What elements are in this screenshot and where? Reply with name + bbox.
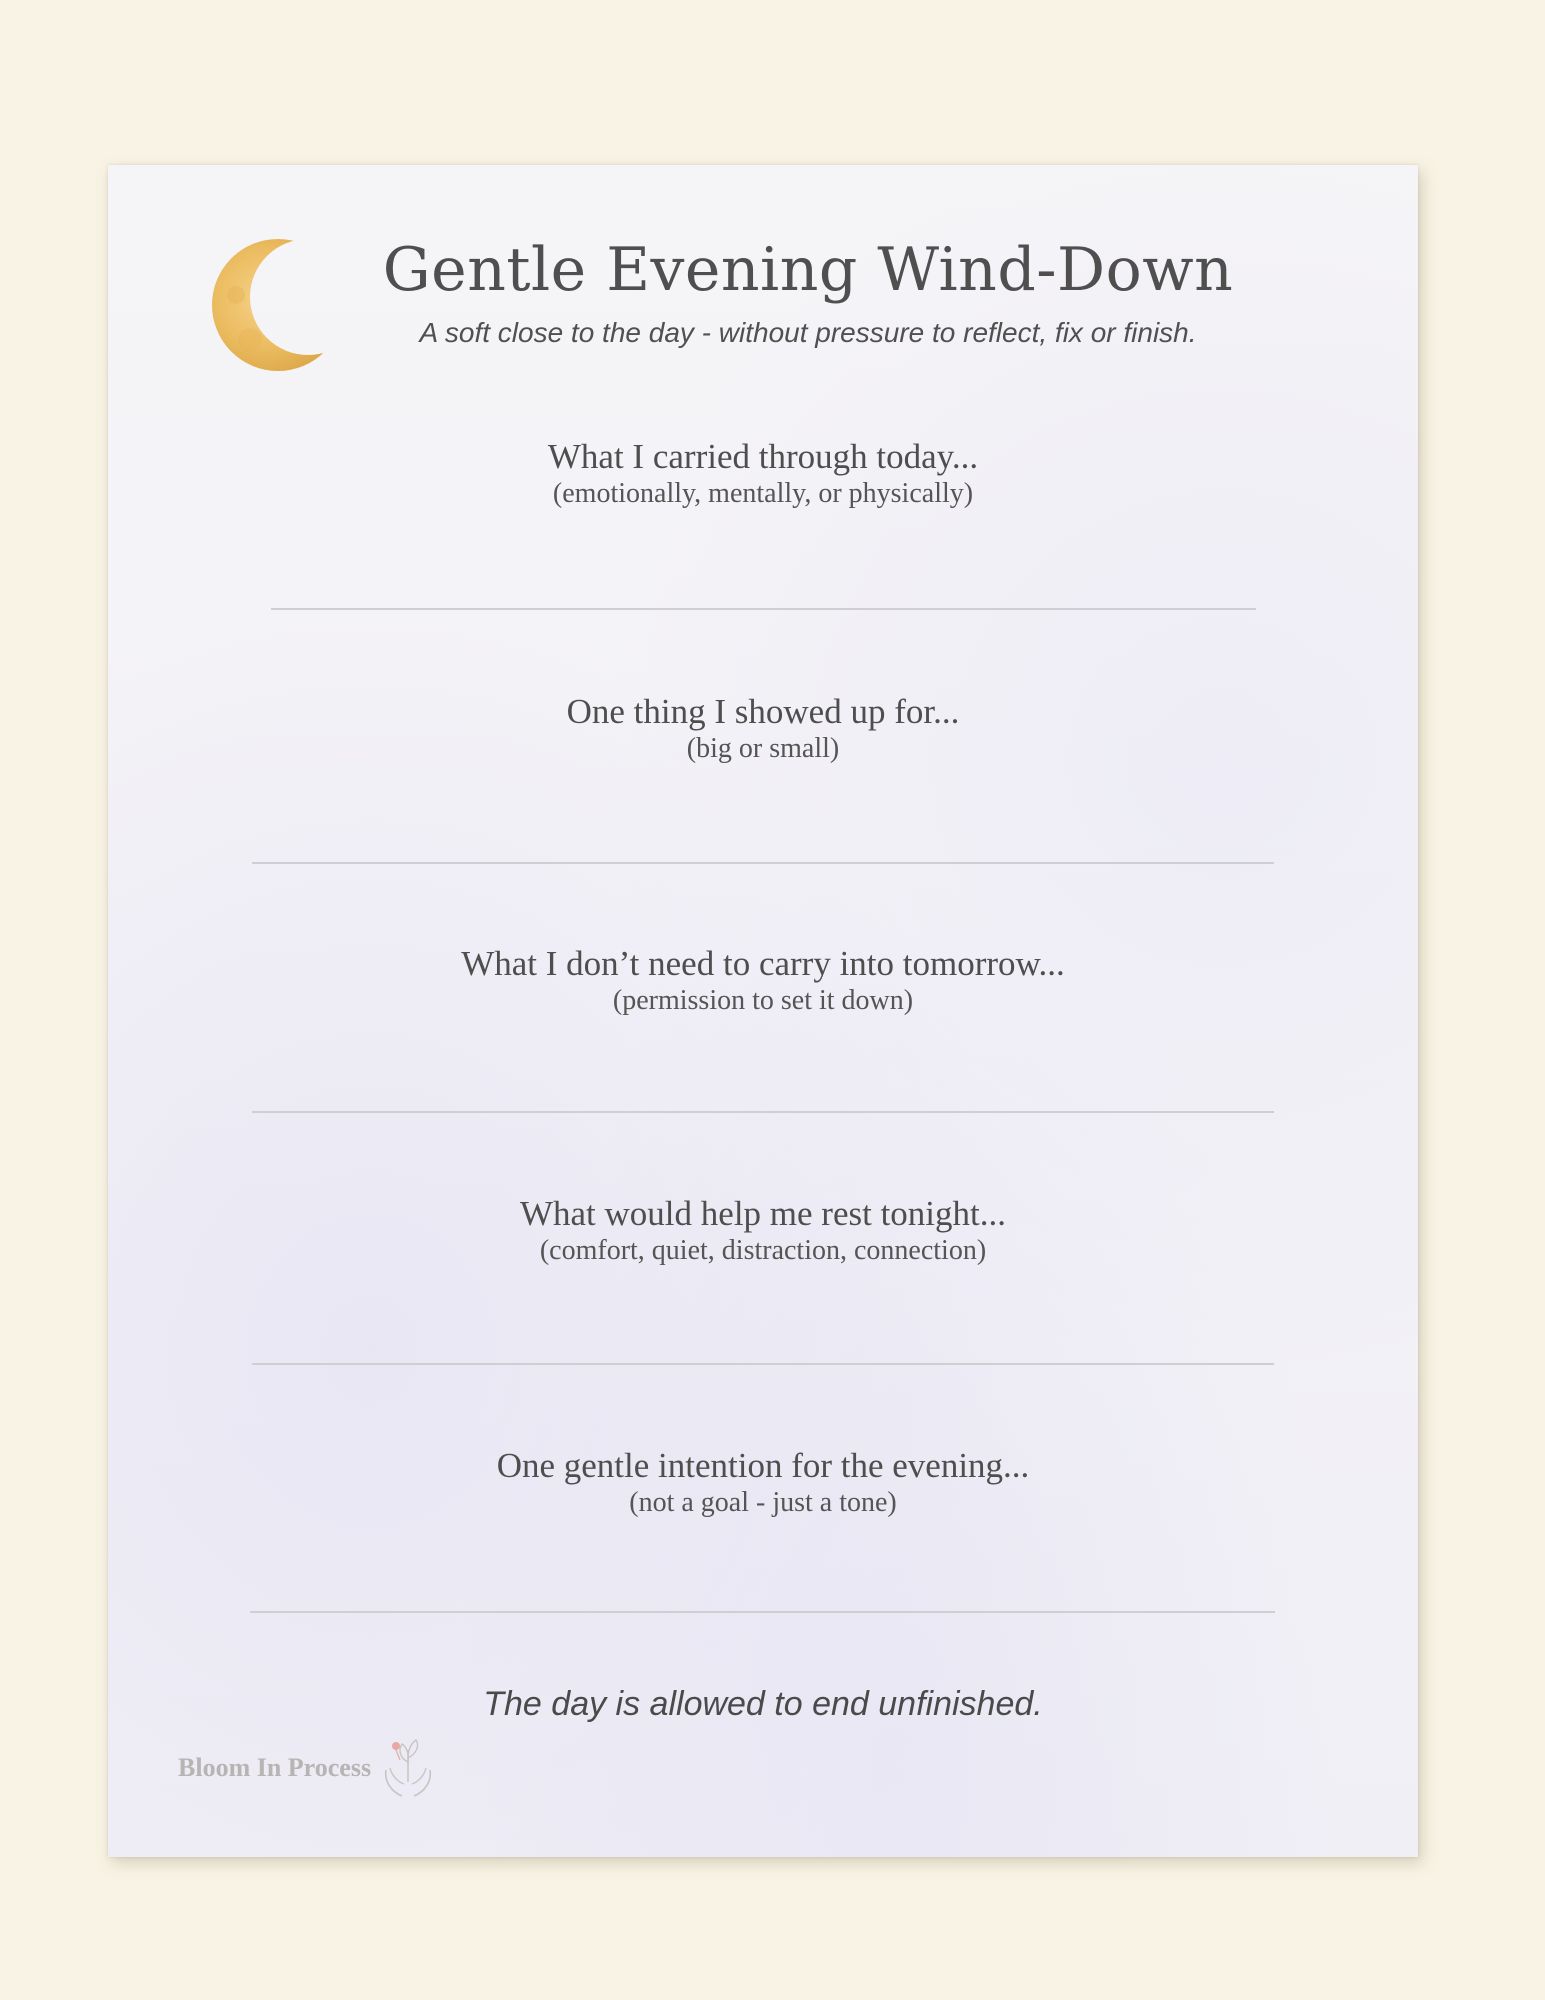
prompt-hint: (comfort, quiet, distraction, connection) [539,1235,987,1266]
writing-line[interactable] [252,1363,1274,1365]
prompt-title: What would help me rest tonight... [519,1194,1007,1233]
prompt-hint: (big or small) [686,733,840,764]
writing-line[interactable] [271,608,1256,610]
brand-mark [178,1730,478,1800]
prompt-hint: (permission to set it down) [612,985,914,1016]
prompt-hint: (emotionally, mentally, or physically) [552,478,974,509]
hands-sprout-icon [378,1730,438,1800]
prompt-rest-tonight [108,1194,1418,1268]
writing-line[interactable] [252,862,1274,864]
prompt-hint: (not a goal - just a tone) [629,1487,897,1518]
worksheet-page [108,165,1418,1857]
prompt-title: One thing I showed up for... [566,692,960,731]
prompt-carried [108,437,1418,511]
prompt-showed-up [108,692,1418,766]
closing-affirmation: The day is allowed to end unfinished. [483,1685,1043,1723]
prompt-title: One gentle intention for the evening... [496,1446,1030,1485]
prompt-title: What I don’t need to carry into tomorrow... [461,944,1065,983]
writing-line[interactable] [252,1111,1274,1113]
prompt-title: What I carried through today... [547,437,979,476]
writing-line[interactable] [250,1611,1275,1613]
prompt-set-down [108,944,1418,1018]
prompt-intention [108,1446,1418,1520]
page-subtitle: A soft close to the day - without pressure to reflect, fix or finish. [419,317,1197,348]
brand-name: Bloom In Process [178,1753,372,1782]
page-title: Gentle Evening Wind-Down [382,235,1234,305]
